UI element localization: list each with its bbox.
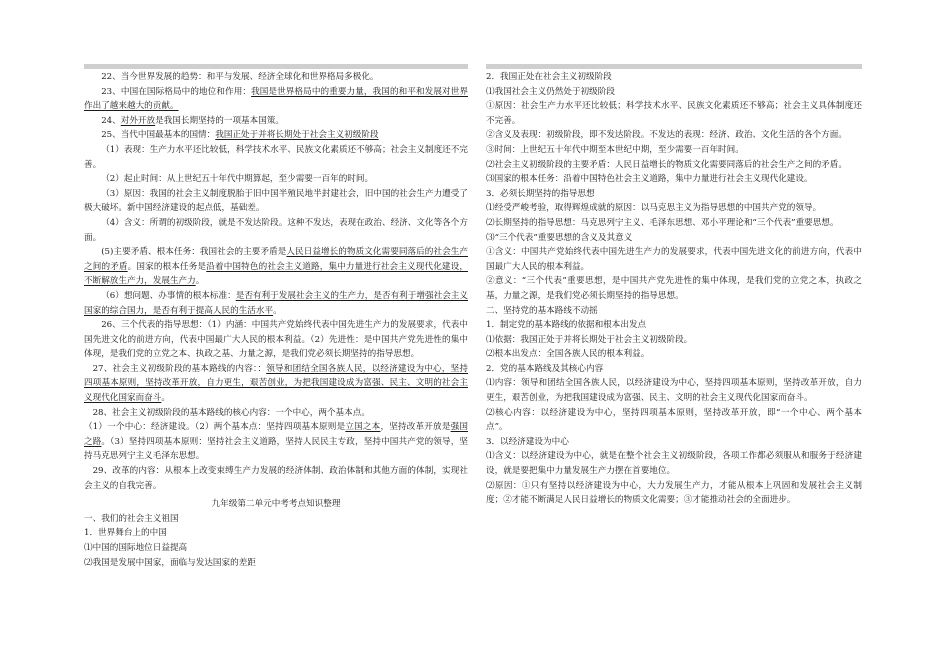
r-item-15: ⑵核心内容：以经济建设为中心，坚持四项基本原则，坚持改革开放，即“一个中心、两个基本点”。 bbox=[486, 407, 862, 433]
r-item-14: ⑴内容：领导和团结全国各族人民，以经济建设为中心，坚持四项基本原则，坚持改革开放，自力更生，艰苦创业，为把我国建设成为富强、民主、文明的社会主义现代化国家而奋斗。 bbox=[486, 378, 862, 404]
r-section-2: 二、坚持党的基本路线不动摇 bbox=[486, 305, 598, 316]
item-23-key: 我国是世界格局中的重要力量，我国的和平和发展对世界作出了越来越大的贡献。 bbox=[84, 86, 468, 112]
item-25-5-b: 人民日益增长的物质文化需要同落后的社会生产之间的矛盾 bbox=[84, 247, 468, 272]
item-24 bbox=[84, 114, 468, 129]
item-25-5 bbox=[84, 245, 468, 289]
item-28: 28、社会主义初级阶段的基本路线的核心内容：一个中心，两个基本点。 bbox=[92, 407, 370, 418]
item-24-rest: 是我国长期坚持的一项基本国策。 bbox=[155, 115, 285, 126]
item-25-6-c: 。 bbox=[273, 305, 282, 316]
item-27-key: 领导和团结全国各族人民，以经济建设为中心，坚持四项基本原则，坚持改革开放，自力更生，艰苦创业，为把我国建设成为富强、民主、文明的社会主义现代化国家而奋斗 bbox=[84, 363, 468, 404]
r-item-17: ⑵原因：①只有坚持以经济建设为中心，大力发展生产力，才能从根本上巩固和发展社会主义制度；②才能不断满足人民日益增长的物质文化需要；③才能推动社会的全面进步。 bbox=[486, 480, 862, 506]
item-28-d: 强国之路 bbox=[84, 422, 468, 447]
item-26: 26、三个代表的指导思想：（1）内涵：中国共产党始终代表中国先进生产力的发展要求，代表中国先进文化的前进方向，代表中国最广大人民的根本利益。（2）先进性：是中国共产党先进性的集中体现，是我们党的立党之本、执政之基、力量之源，是我们党必须长期坚持的指导思想。 bbox=[84, 320, 468, 360]
item-23-label: 23、中国在国际格局中的地位和作用： bbox=[101, 86, 252, 97]
item-25-6-a: （6）想问题、办事情的根本标准： bbox=[101, 290, 236, 301]
r-heading-2: 2．我国正处在社会主义初级阶段 bbox=[486, 72, 612, 82]
item-27-label: 27、社会主义初级阶段的基本路线的内容：： bbox=[92, 363, 267, 374]
r-item-12: ⑴依据：我国正处于并将长期处于社会主义初级阶段。 bbox=[486, 334, 693, 345]
right-column bbox=[486, 64, 862, 508]
r-item-16: ⑴含义：以经济建设为中心，就是在整个社会主义初级阶段，各项工作都必须服从和服务于经济建设，就是要把集中力量发展生产力摆在首要地位。 bbox=[486, 451, 862, 477]
r-item-5: ⑵社会主义初级阶段的主要矛盾：人民日益增长的物质文化需要同落后的社会生产之间的矛盾。 bbox=[486, 159, 847, 170]
r-item-9: ⑶“三个代表”重要思想的含义及其意义 bbox=[486, 232, 633, 243]
r-item-10: ①含义：中国共产党始终代表中国先进生产力的发展要求，代表中国先进文化的前进方向，代表中国最广大人民的根本利益。 bbox=[486, 247, 862, 272]
item-25-6 bbox=[84, 289, 468, 318]
item-25-5-c: 。国家的根本任务是 bbox=[127, 261, 207, 272]
r-item-7: ⑴经受严峻考验，取得辉煌成就的原因：以马克思主义为指导思想的中国共产党的领导。 bbox=[486, 203, 822, 214]
item-27-end: 。 bbox=[161, 393, 170, 404]
r-item-2: ①原因：社会生产力水平还比较低；科学技术水平、民族文化素质还不够高；社会主义具体制度还不完善。 bbox=[486, 101, 862, 126]
r-heading-2-2: 2．党的基本路线及其核心内容 bbox=[486, 363, 604, 374]
section-title: 九年级第二单元中考考点知识整理 bbox=[211, 499, 341, 510]
item-28-detail bbox=[84, 420, 468, 464]
item-24-key: 对外开放 bbox=[120, 115, 156, 126]
r-item-3: ②含义及表现：初级阶段，即不发达阶段。不发达的表现：经济、政治、文化生活的各个方面。 bbox=[486, 130, 847, 141]
r-heading-3: 3．必须长期坚持的指导思想 bbox=[486, 188, 595, 199]
item-25-label: 25、当代中国最基本的国情： bbox=[101, 130, 216, 141]
r-item-4: ③时间：上世纪五十年代中期至本世纪中期，至少需要一百年时间。 bbox=[486, 144, 744, 155]
r-item-8: ⑵长期坚持的指导思想：马克思列宁主义、毛泽东思想、邓小平理论和“三个代表”重要思想。 bbox=[486, 217, 839, 228]
item-28-b: 立国之本 bbox=[345, 422, 381, 433]
left-column bbox=[84, 64, 468, 570]
item-27 bbox=[84, 362, 468, 406]
item-28-c: ，坚持改革开放是 bbox=[380, 422, 451, 433]
item-25-6-b: 是否有利于发展社会主义的生产力，是否有利于增强社会主义国家的综合国力，是否有利于提高人民的生活水平 bbox=[84, 290, 468, 316]
heading-1: 一、我们的社会主义祖国 bbox=[84, 513, 179, 524]
r-item-6: ⑶国家的根本任务：沿着中国特色社会主义道路，集中力量进行社会主义现代化建设。 bbox=[486, 174, 813, 185]
item-25-5-a: (5)主要矛盾、根本任务：我国社会的主要矛盾是 bbox=[101, 247, 287, 258]
item-22: 22、当今世界发展的趋势：和平与发展、经济全球化和世界格局多极化。 bbox=[101, 72, 379, 82]
item-28-a: （1）一个中心：经济建设。（2）两个基本点：坚持四项基本原则是 bbox=[84, 422, 346, 433]
item-i1: ⑴中国的国际地位日益提高 bbox=[84, 543, 188, 553]
item-29: 29、改革的内容：从根本上改变束缚生产力发展的经济体制、政治体制和其他方面的体制，实现社会主义的自我完善。 bbox=[84, 466, 468, 491]
r-heading-2-1: 1．制定党的基本路线的依据和根本出发点 bbox=[486, 320, 647, 331]
r-item-13: ⑵根本出发点：全国各族人民的根本利益。 bbox=[486, 349, 650, 360]
item-28-e: 。（3）坚持四项基本原则：坚持社会主义道路，坚持人民民主专政，坚持中国共产党的领导，坚持马克思列宁主义毛泽东思想。 bbox=[84, 436, 468, 462]
item-25 bbox=[84, 128, 468, 143]
item-25-2: （2）起止时间：从上世纪五十年代中期算起，至少需要一百年的时间。 bbox=[101, 174, 374, 185]
item-i2: ⑵我国是发展中国家，面临与发达国家的差距 bbox=[84, 557, 256, 568]
item-25-5-e: 。 bbox=[195, 276, 205, 287]
item-25-5-d: 沿着中国特色的社会主义道路，集中力量进行社会主义现代化建设，不断解放生产力，发展生产力 bbox=[84, 261, 468, 287]
item-25-key: 我国正处于并将长期处于社会主义初级阶段 bbox=[215, 130, 379, 141]
r-heading-2-3: 3．以经济建设为中心 bbox=[486, 436, 569, 447]
item-25-1: （1）表现：生产力水平还比较低，科学技术水平、民族文化素质还不够高；社会主义制度还不完善。 bbox=[84, 144, 468, 170]
r-item-11: ②意义：“三个代表”重要思想，是中国共产党先进性的集中体现，是我们党的立党之本，执政之基，力量之源，是我们党必须长期坚持的指导思想。 bbox=[486, 276, 862, 301]
heading-1-1: 1．世界舞台上的中国 bbox=[84, 528, 167, 539]
r-item-1: ⑴我国社会主义仍然处于初级阶段 bbox=[486, 86, 615, 97]
item-24-num: 24、 bbox=[101, 115, 121, 126]
item-25-4: （4）含义：所谓的初级阶段，就是不发达阶段。这种不发达，表现在政治、经济、文化等各个方面。 bbox=[84, 217, 468, 243]
item-25-3: （3）原因：我国的社会主义制度脱胎于旧中国半殖民地半封建社会，旧中国的社会生产力遭受了极大破坏。新中国经济建设的起点低，基础差。 bbox=[84, 188, 468, 214]
item-23 bbox=[84, 85, 468, 114]
